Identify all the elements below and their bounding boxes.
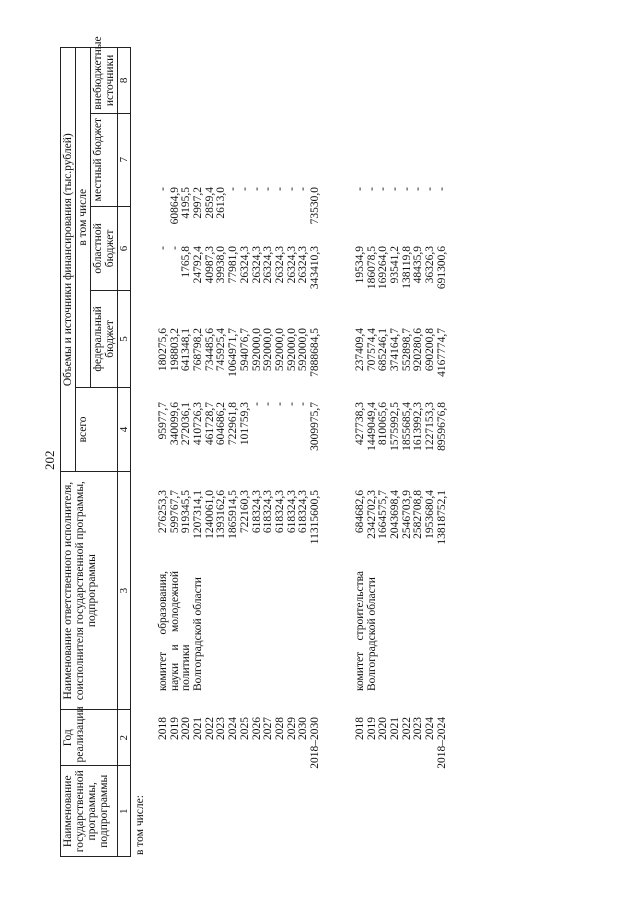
table-cell: 604686,2 (215, 402, 228, 446)
header-executor: Наименование ответственного исполнителя, соисполнителя государственной программы, подпрограммы (61, 472, 118, 710)
table-cell: 77981,0 (227, 246, 240, 284)
table-cell: 138119,8 (400, 246, 413, 289)
table-cell: 2018 (354, 717, 366, 740)
table-cell: 2582708,8 (412, 490, 425, 539)
table-cell: 618324,3 (250, 490, 263, 534)
block2-regional (355, 328, 449, 402)
table-cell: 13818752,1 (435, 490, 448, 545)
table-cell: - (273, 402, 286, 406)
table-cell: 592000,0 (297, 328, 310, 372)
table-cell: - (273, 187, 286, 191)
block2-years (355, 717, 449, 777)
table-cell: 599767,7 (168, 490, 181, 534)
table-cell: - (262, 187, 275, 191)
header-local: местный бюджет (91, 113, 118, 206)
table-cell: 1207314,1 (192, 490, 205, 539)
header-federal: федеральный бюджет (91, 291, 118, 387)
table-cell: 36326,3 (424, 246, 437, 284)
table-cell: 2021 (192, 717, 205, 740)
table-cell: 592000,0 (262, 328, 275, 372)
block2-total (355, 490, 449, 560)
col-number-7: 7 (118, 113, 131, 206)
table-cell: 26324,3 (250, 246, 263, 284)
table-cell: 374164,7 (389, 328, 402, 372)
table-cell: - (238, 187, 251, 191)
table-cell: 2019 (168, 717, 181, 740)
block1-executor-text: комитет образования, науки и молодежной политики Волгоградской области (157, 571, 205, 691)
table-cell: 1855685,4 (400, 402, 413, 451)
block1-executor (158, 571, 205, 691)
table-cell: 592000,0 (273, 328, 286, 372)
table-cell: 427738,3 (354, 402, 366, 446)
table-cell: 7888684,5 (308, 328, 321, 377)
table-cell: 101759,3 (238, 402, 251, 446)
table-cell: 2018 (157, 717, 169, 740)
header-extrabudget: внебюджетные источники (91, 48, 118, 114)
block2-local (355, 246, 449, 327)
col-number-3: 3 (118, 472, 131, 710)
table-cell: 1227153,3 (424, 402, 437, 451)
table-cell: 2018–2030 (308, 717, 321, 769)
block1-local (158, 246, 322, 327)
table-cell: 26324,3 (297, 246, 310, 284)
table-cell: 618324,3 (273, 490, 286, 534)
table-cell: 39938,0 (215, 246, 228, 284)
table-cell: 73530,0 (308, 187, 321, 225)
table-cell: 2022 (203, 717, 216, 740)
table-cell: 734485,6 (203, 328, 216, 372)
table-cell: 2029 (285, 717, 298, 740)
table-cell: - (262, 402, 275, 406)
table-cell: 685246,1 (377, 328, 390, 372)
col-number-5: 5 (118, 291, 131, 387)
col-number-4: 4 (118, 387, 131, 472)
table-cell: 4167774,7 (435, 328, 448, 377)
table-cell: 745925,4 (215, 328, 228, 372)
table-cell: 2024 (227, 717, 240, 740)
table-cell: 95977,7 (157, 402, 169, 440)
table-cell: 810065,6 (377, 402, 390, 446)
table-cell: 641348,1 (180, 328, 193, 372)
table-cell: 618324,3 (285, 490, 298, 534)
table-cell: - (412, 187, 425, 191)
block2-executor (355, 571, 378, 691)
block2-extrabudget (355, 187, 449, 245)
table-cell: 1765,8 (180, 246, 193, 278)
table-cell: 180275,6 (157, 328, 169, 372)
table-cell: - (354, 187, 366, 191)
table-cell: 2021 (389, 717, 402, 740)
table-cell: 1240061,0 (203, 490, 216, 539)
table-cell: 1393162,6 (215, 490, 228, 539)
page-number: 202 (42, 450, 57, 470)
table-cell: 410726,3 (192, 402, 205, 446)
block1-extrabudget (158, 187, 322, 245)
table-cell: 1449049,4 (365, 402, 378, 451)
table-cell: - (250, 187, 263, 191)
table-cell: - (227, 187, 240, 191)
table-cell: 11315600,5 (308, 490, 321, 545)
header-program-name: Наименование государственной программы, подпрограммы (61, 766, 118, 857)
table-cell: 3009975,7 (308, 402, 321, 451)
col-number-6: 6 (118, 206, 131, 291)
table-cell: 2613,0 (215, 187, 228, 219)
block2-executor-text: комитет строительства Волгоградской области (354, 571, 378, 691)
table-cell: 2020 (377, 717, 390, 740)
table-cell: 1613992,3 (412, 402, 425, 451)
section-label: в том числе: (134, 795, 146, 855)
table-cell: 684682,6 (354, 490, 366, 534)
table-cell: 722160,3 (238, 490, 251, 534)
table-cell: 2022 (400, 717, 413, 740)
table-cell: 707574,4 (365, 328, 378, 372)
table-cell: 691300,6 (435, 246, 448, 290)
table-cell: - (168, 246, 181, 250)
table-cell: 1865914,5 (227, 490, 240, 539)
table-cell: 2546703,9 (400, 490, 413, 539)
table-cell: 1064971,7 (227, 328, 240, 377)
table-cell: 40987,3 (203, 246, 216, 284)
table-cell: 2043698,4 (389, 490, 402, 539)
header-regional: областной бюджет (91, 206, 118, 291)
table-cell: 461728,7 (203, 402, 216, 446)
table-cell: 60864,9 (168, 187, 181, 225)
table-cell: 2859,4 (203, 187, 216, 219)
header-year: Год реализации (61, 709, 118, 766)
col-number-8: 8 (118, 48, 131, 114)
table-cell: - (424, 187, 437, 191)
table-cell: - (435, 187, 448, 191)
table-cell: 592000,0 (250, 328, 263, 372)
table-cell: 19534,9 (354, 246, 366, 284)
table-cell: 552898,7 (400, 328, 413, 372)
table-cell: 2342702,3 (365, 490, 378, 539)
table-cell: 2026 (250, 717, 263, 740)
table-cell: 2025 (238, 717, 251, 740)
table-cell: - (297, 187, 310, 191)
table-cell: 48435,9 (412, 246, 425, 284)
table-cell: 1664575,7 (377, 490, 390, 539)
table-cell: 2019 (365, 717, 378, 740)
table-cell: 690200,8 (424, 328, 437, 372)
table-cell: 919345,5 (180, 490, 193, 534)
table-cell: 722961,8 (227, 402, 240, 446)
table-cell: 340099,6 (168, 402, 181, 446)
block1-years (158, 717, 322, 777)
table-cell: 276253,3 (157, 490, 169, 534)
table-cell: 594076,7 (238, 328, 251, 372)
table-cell: - (389, 187, 402, 191)
table-cell: 2020 (180, 717, 193, 740)
table-cell: 186078,5 (365, 246, 378, 290)
table-cell: - (250, 402, 263, 406)
col-number-1: 1 (118, 766, 131, 857)
table-cell: 198803,2 (168, 328, 181, 372)
table-cell: 237409,4 (354, 328, 366, 372)
table-cell: - (377, 187, 390, 191)
header-total: всего (76, 387, 118, 472)
table-cell: 93541,2 (389, 246, 402, 284)
table-cell: 592000,0 (285, 328, 298, 372)
table-cell: 618324,3 (262, 490, 275, 534)
block1-regional (158, 328, 322, 402)
table-cell: 26324,3 (273, 246, 286, 284)
table-cell: - (157, 246, 169, 250)
table-cell: - (157, 187, 169, 191)
header-financing-group: Объемы и источники финансирования (тыс.рублей) (61, 48, 76, 472)
financing-table (60, 36, 131, 857)
table-cell: 920280,6 (412, 328, 425, 372)
table-cell: 618324,3 (297, 490, 310, 534)
table-cell: 1575992,5 (389, 402, 402, 451)
table-cell: - (285, 187, 298, 191)
col-number-2: 2 (118, 709, 131, 766)
table-cell: 2023 (215, 717, 228, 740)
table-cell: 272036,1 (180, 402, 193, 446)
table-cell: 2024 (424, 717, 437, 740)
table-cell: 4195,5 (180, 187, 193, 219)
table-cell: - (297, 402, 310, 406)
table-cell: 1953680,4 (424, 490, 437, 539)
table-cell: 2027 (262, 717, 275, 740)
table-cell: 26324,3 (238, 246, 251, 284)
table-cell: - (285, 402, 298, 406)
table-cell: 2028 (273, 717, 286, 740)
table-cell: 2030 (297, 717, 310, 740)
table-cell: - (400, 187, 413, 191)
table-cell: 2018–2024 (435, 717, 448, 769)
table-cell: 26324,3 (285, 246, 298, 284)
block1-federal (158, 402, 322, 487)
table-cell: 343410,3 (308, 246, 321, 290)
header-including: в том числе (76, 48, 91, 388)
table-cell: 2023 (412, 717, 425, 740)
block1-total (158, 490, 322, 560)
block2-federal (355, 402, 449, 487)
table-cell: 26324,3 (262, 246, 275, 284)
table-cell: 169264,0 (377, 246, 390, 290)
table-cell: 8959676,8 (435, 402, 448, 451)
table-cell: 24792,4 (192, 246, 205, 284)
table-cell: - (365, 187, 378, 191)
table-cell: 768798,2 (192, 328, 205, 372)
table-cell: 2997,2 (192, 187, 205, 219)
